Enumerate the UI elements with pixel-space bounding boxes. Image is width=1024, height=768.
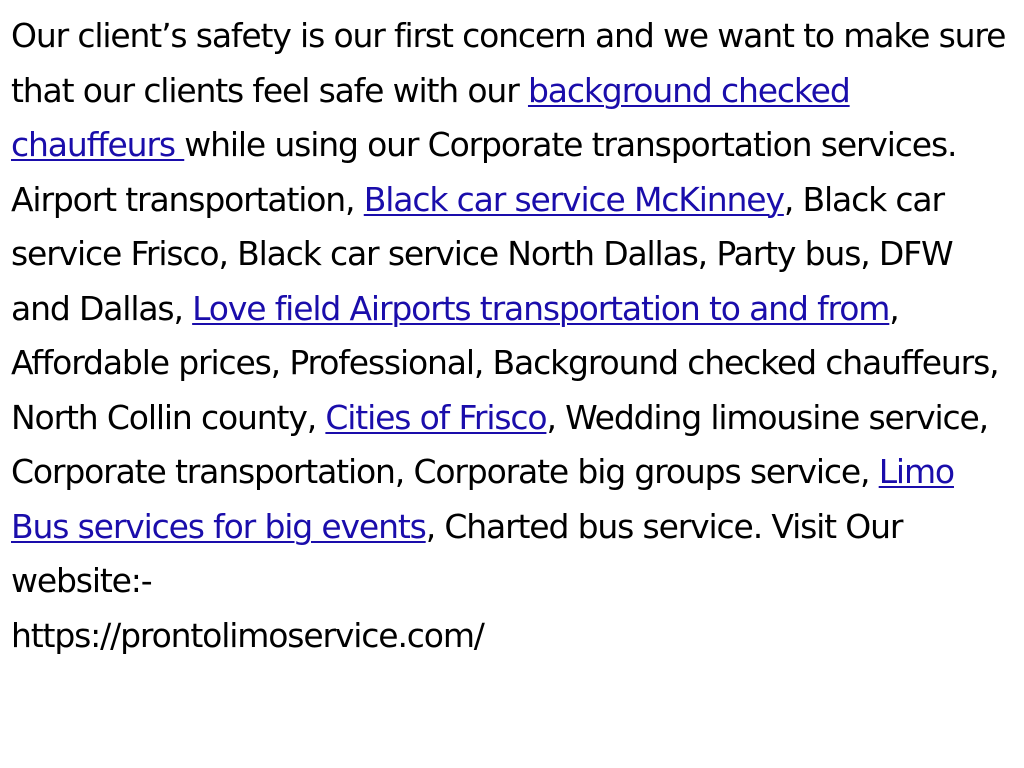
link-background-checked-chauffeurs[interactable]: background checked chauffeurs [11,70,850,164]
text-segment-1: Our client’s safety is our first concern and we want to make sure that our clients feel safe with our [11,16,1006,110]
link-cities-of-frisco[interactable]: Cities of Frisco [325,397,547,437]
website-url-text: https://prontolimoservice.com/ [11,615,484,655]
text-segment-4: , Affordable prices, Professional, Background checked chauffeurs, North Collin county, [11,288,999,437]
text-segment-2: while using our Corporate transportation services. Airport transportation, [11,125,957,219]
text-segment-6: , Charted bus service. Visit Our website:- [11,506,903,600]
link-love-field-airports[interactable]: Love field Airports transportation to and from [192,288,890,328]
link-limo-bus-services[interactable]: Limo Bus services for big events [11,452,954,546]
body-paragraph [11,9,1011,663]
text-segment-3: , Black car service Frisco, Black car service North Dallas, Party bus, DFW and Dallas, [11,179,953,328]
link-black-car-service-mckinney[interactable]: Black car service McKinney [363,179,784,219]
text-segment-5: , Wedding limousine service, Corporate transportation, Corporate big groups service, [11,397,988,491]
